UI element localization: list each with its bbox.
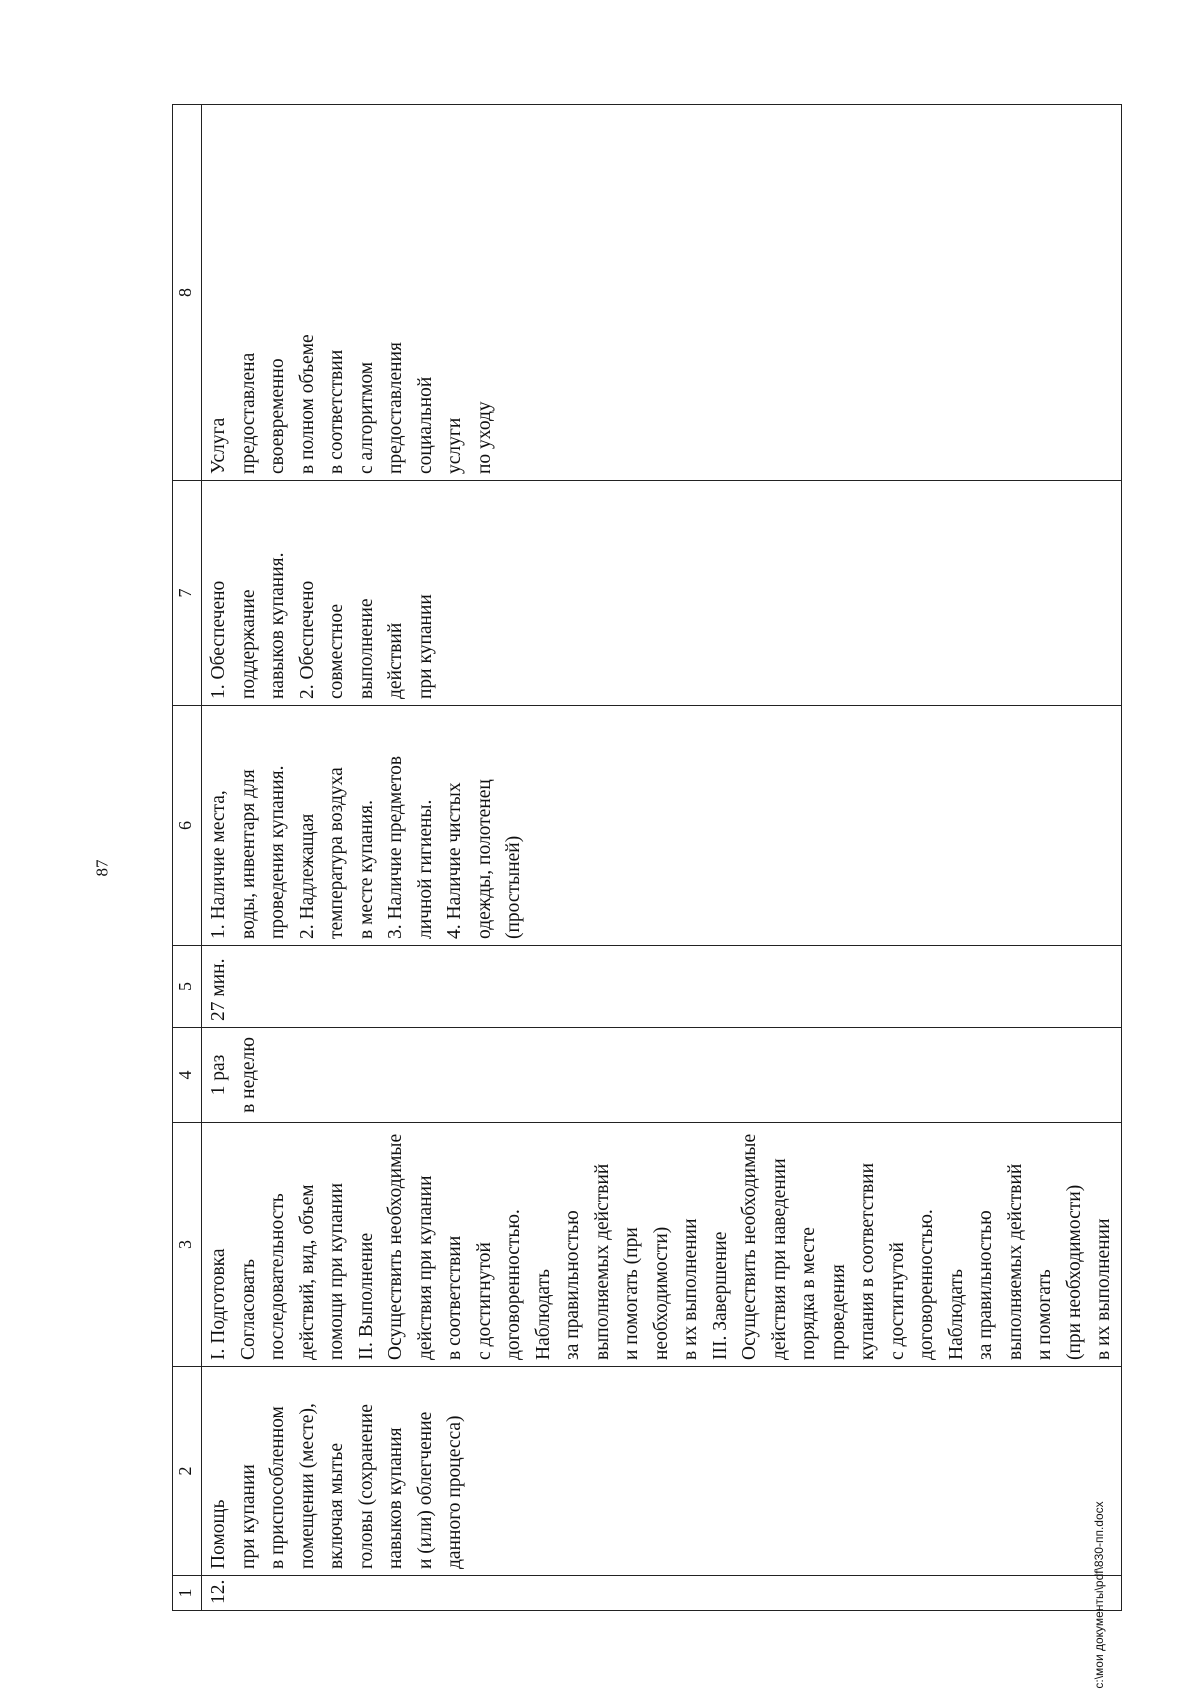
header-col-7: 7 <box>173 481 202 706</box>
header-col-2: 2 <box>173 1367 202 1576</box>
service-name: Помощь при купании в приспособленном помещении (месте), включая мытье головы (сохранение навыков купания и (или) облегчение данного процесса) <box>202 1367 1122 1576</box>
header-col-6: 6 <box>173 706 202 946</box>
service-results: 1. Обеспечено поддержание навыков купания. 2. Обеспечено совместное выполнение действий при купании <box>202 481 1122 706</box>
header-col-1: 1 <box>173 1576 202 1611</box>
footer-file-path: c:\мои документы\pdf\830-пп.docx <box>1092 1501 1106 1689</box>
row-number: 12. <box>202 1576 1122 1611</box>
service-table <box>172 104 1122 1611</box>
header-col-3: 3 <box>173 1123 202 1367</box>
service-frequency: 1 раз в неделю <box>202 1028 1122 1123</box>
header-col-5: 5 <box>173 946 202 1028</box>
service-quality: Услуга предоставлена своевременно в полном объеме в соответствии с алгоритмом предоставления социальной услуги по уходу <box>202 105 1122 481</box>
service-procedure: I. Подготовка Согласовать последовательность действий, вид, объем помощи при купании II. Выполнение Осуществить необходимые действия при купании в соответствии с достигнутой договоренностью. Наблюдать за правильностью выполняемых действий и помогать (при необходимости) в их выполнении III. Завершение Осуществить необходимые действия при наведении порядка в месте проведения купания в соответствии с достигнутой договоренностью. Наблюдать за правильностью выполняемых действий и помогать (при необходимости) в их выполнении <box>202 1123 1122 1367</box>
service-conditions: 1. Наличие места, воды, инвентаря для проведения купания. 2. Надлежащая температура воздуха в месте купания. 3. Наличие предметов личной гигиены. 4. Наличие чистых одежды, полотенец (простыней) <box>202 706 1122 946</box>
header-col-8: 8 <box>173 105 202 481</box>
page-number: 87 <box>92 859 112 877</box>
table-row <box>202 105 1122 1611</box>
header-row <box>173 105 202 1611</box>
service-duration: 27 мин. <box>202 946 1122 1028</box>
header-col-4: 4 <box>173 1028 202 1123</box>
